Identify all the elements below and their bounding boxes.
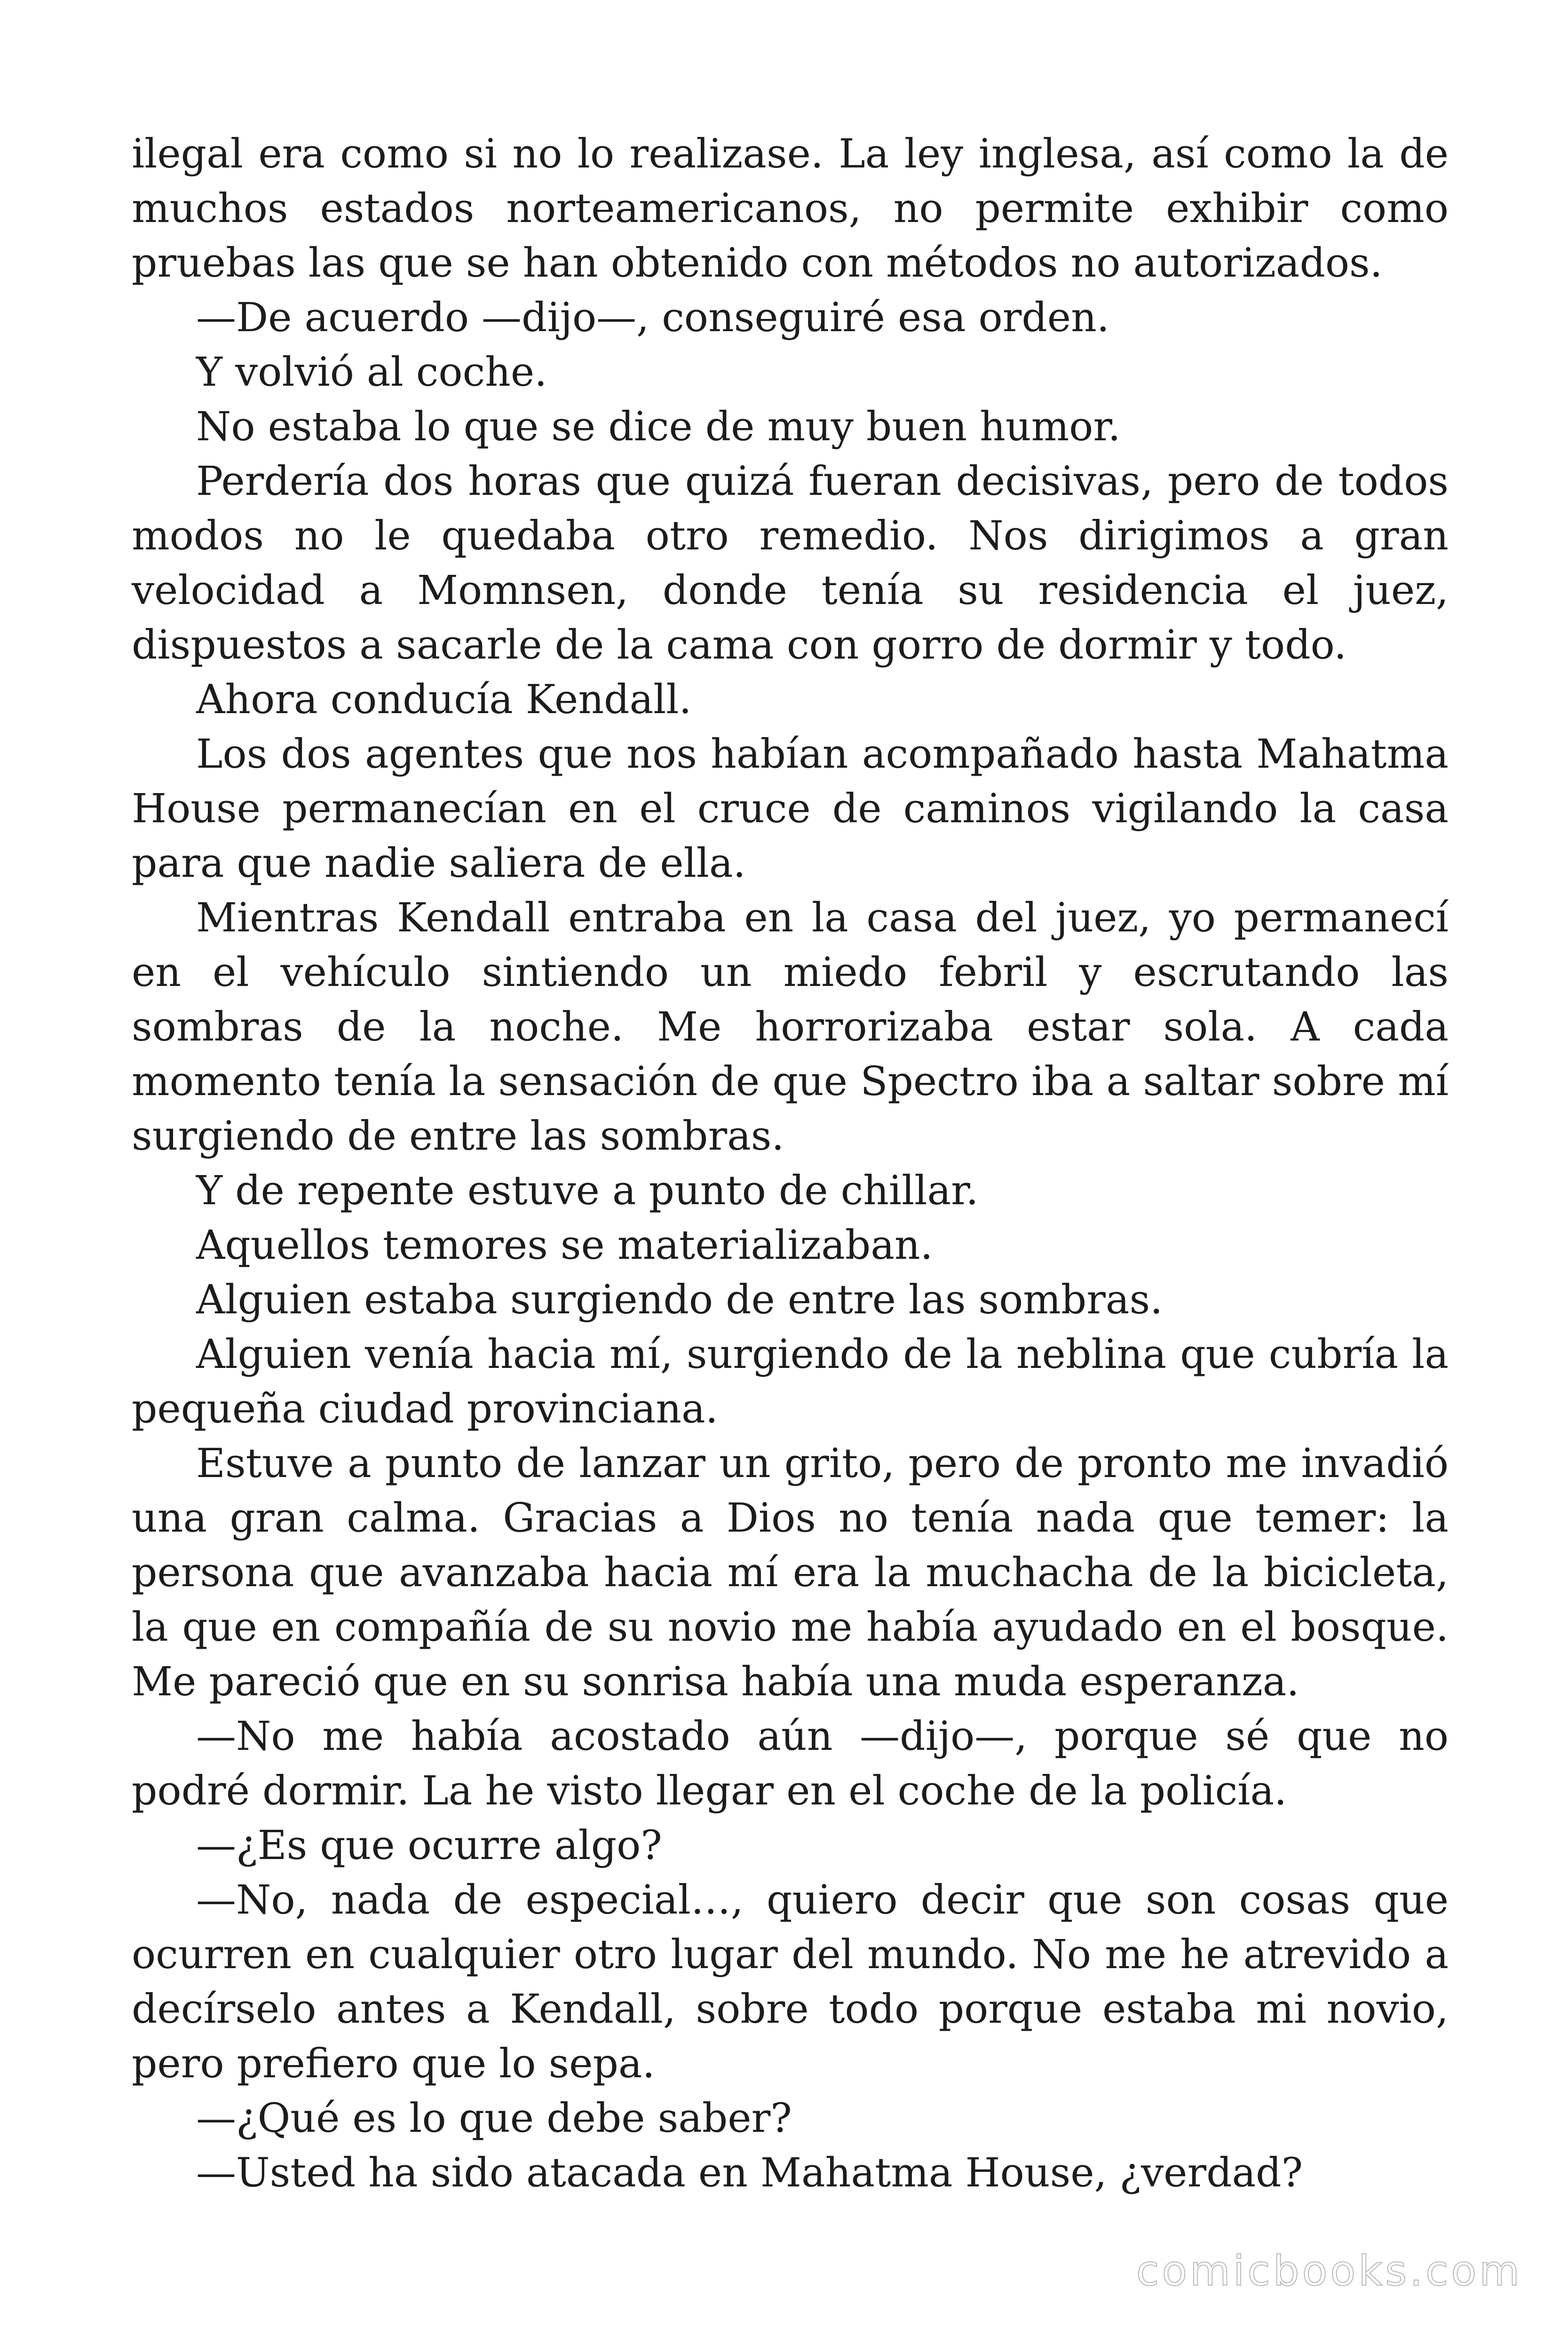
paragraph: Aquellos temores se materializaban. [196, 1222, 933, 1269]
watermark: comicbooks.com [1136, 2247, 1522, 2295]
paragraph: —No, nada de especial…, quiero decir que son cosas que ocurren en cualquier otro lugar del mundo. No me he atrevido a decírselo antes a Kendall, sobre todo porque estaba mi novio, pero prefiero que lo sepa. [132, 1877, 1449, 2087]
paragraph: Alguien venía hacia mí, surgiendo de la neblina que cubría la pequeña ciudad provinciana. [132, 1331, 1449, 1432]
paragraph: Estuve a punto de lanzar un grito, pero de pronto me invadió una gran calma. Gracias a Dios no tenía nada que temer: la persona que avanzaba hacia mí era la muchacha de la bicicleta, la que en compañía de su novio me había ayudado en el bosque. Me pareció que en su sonrisa había una muda esperanza. [132, 1440, 1449, 1705]
paragraph: —¿Es que ocurre algo? [196, 1822, 662, 1869]
paragraph: —No me había acostado aún —dijo—, porque sé que no podré dormir. La he visto llegar en el coche de la policía. [132, 1713, 1449, 1814]
paragraph: —¿Qué es lo que debe saber? [196, 2095, 792, 2142]
paragraph: Y de repente estuve a punto de chillar. [196, 1168, 979, 1214]
paragraph: Y volvió al coche. [196, 349, 547, 396]
paragraph: Perdería dos horas que quizá fueran decisivas, pero de todos modos no le quedaba otro remedio. Nos dirigimos a gran velocidad a Momnsen, donde tenía su residencia el juez, dispuestos a sacarle de la cama con gorro de dormir y todo. [132, 458, 1449, 668]
paragraph: —De acuerdo —dijo—, conseguiré esa orden. [196, 294, 1109, 341]
paragraph: —Usted ha sido atacada en Mahatma House, ¿verdad? [196, 2150, 1303, 2196]
paragraph: No estaba lo que se dice de muy buen humor. [196, 404, 1121, 450]
page-text [132, 127, 1449, 2201]
paragraph: Mientras Kendall entraba en la casa del juez, yo permanecí en el vehículo sintiendo un miedo febril y escrutando las sombras de la noche. Me horrorizaba estar sola. A cada momento tenía la sensación de que Spectro iba a saltar sobre mí surgiendo de entre las sombras. [132, 895, 1449, 1160]
paragraph: Ahora conducía Kendall. [196, 676, 692, 723]
paragraph: Los dos agentes que nos habían acompañado hasta Mahatma House permanecían en el cruce de caminos vigilando la casa para que nadie saliera de ella. [132, 731, 1449, 887]
paragraph: ilegal era como si no lo realizase. La ley inglesa, así como la de muchos estados norteamericanos, no permite exhibir como pruebas las que se han obtenido con métodos no autorizados. [132, 131, 1449, 286]
paragraph: Alguien estaba surgiendo de entre las sombras. [196, 1277, 1163, 1323]
